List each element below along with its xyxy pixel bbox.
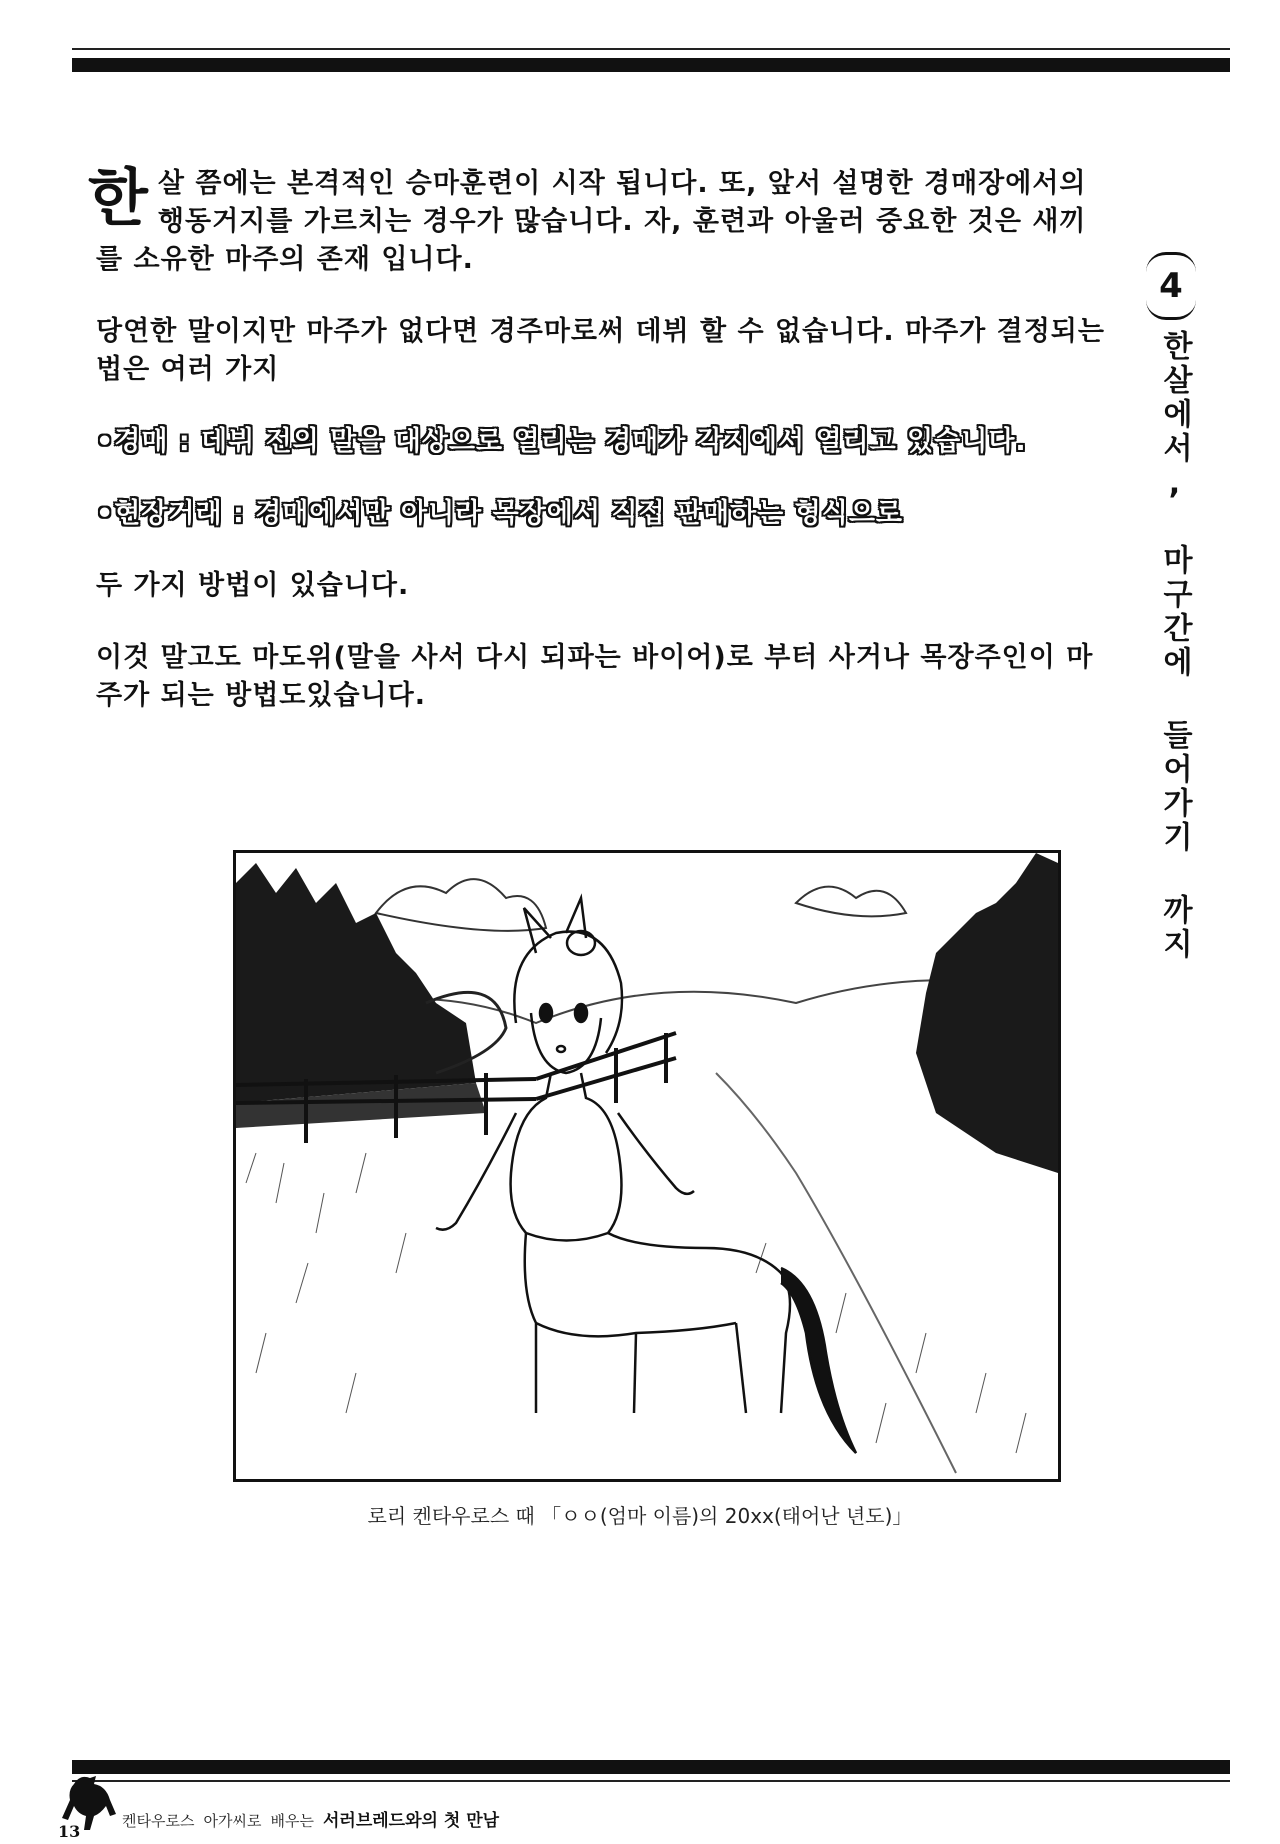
- centaur-girl: [436, 898, 856, 1453]
- side-heading-text: 한살에서, 마구간에 들어가기 까지: [1157, 330, 1192, 962]
- paragraph-3: 두 가지 방법이 있습니다.: [96, 570, 410, 601]
- page-number: 13: [58, 1822, 81, 1841]
- figure-caption: 로리 켄타우로스 때 「ㅇㅇ(엄마 이름)의 20xx(태어난 년도)」: [367, 1504, 913, 1528]
- bullet-auction: •경매 : 데뷔 전의 말을 대상으로 열리는 경매가 각지에서 열리고 있습니다.: [96, 426, 1027, 457]
- side-heading-number: 4: [1146, 252, 1196, 320]
- paragraph-1: [88, 161, 1106, 279]
- paragraph-2: 당연한 말이지만 마주가 없다면 경주마로써 데뷔 할 수 없습니다. 마주가 결정되는 법은 여러 가지: [96, 316, 1105, 385]
- paragraph-1-text: 살 쯤에는 본격적인 승마훈련이 시작 됩니다. 또, 앞서 설명한 경매장에서의 행동거지를 가르치는 경우가 많습니다. 자, 훈련과 아울러 중요한 것은 새끼를 소유한 마주의 존재 입니다.: [96, 168, 1087, 275]
- footer-rule-thin: [72, 1780, 1230, 1782]
- footer-title-main: 서러브레드와의 첫 만남: [322, 1811, 500, 1831]
- grass-strokes: [246, 1153, 1026, 1453]
- bullet-onsite-trade: •현장거래 : 경매에서만 아니라 목장에서 직접 판매하는 형식으로: [96, 498, 903, 529]
- footer-book-title: [122, 1806, 499, 1831]
- cloud-right: [796, 887, 906, 917]
- header-rule-thick: [72, 58, 1230, 72]
- forest-right: [916, 853, 1058, 1173]
- illustration-drawing: [236, 853, 1058, 1479]
- cloud-left: [376, 879, 546, 931]
- paragraph-4: 이것 말고도 마도위(말을 사서 다시 되파는 바이어)로 부터 사거나 목장주인이 마주가 되는 방법도있습니다.: [96, 642, 1094, 711]
- article-body: [88, 161, 1106, 749]
- footer-rule-thick: [72, 1760, 1230, 1774]
- centaur-illustration: [233, 850, 1061, 1482]
- header-rule-thin: [72, 48, 1230, 50]
- dropcap: 한: [88, 161, 148, 234]
- footer-title-prefix: 켄타우로스 아가씨로 배우는: [122, 1812, 314, 1830]
